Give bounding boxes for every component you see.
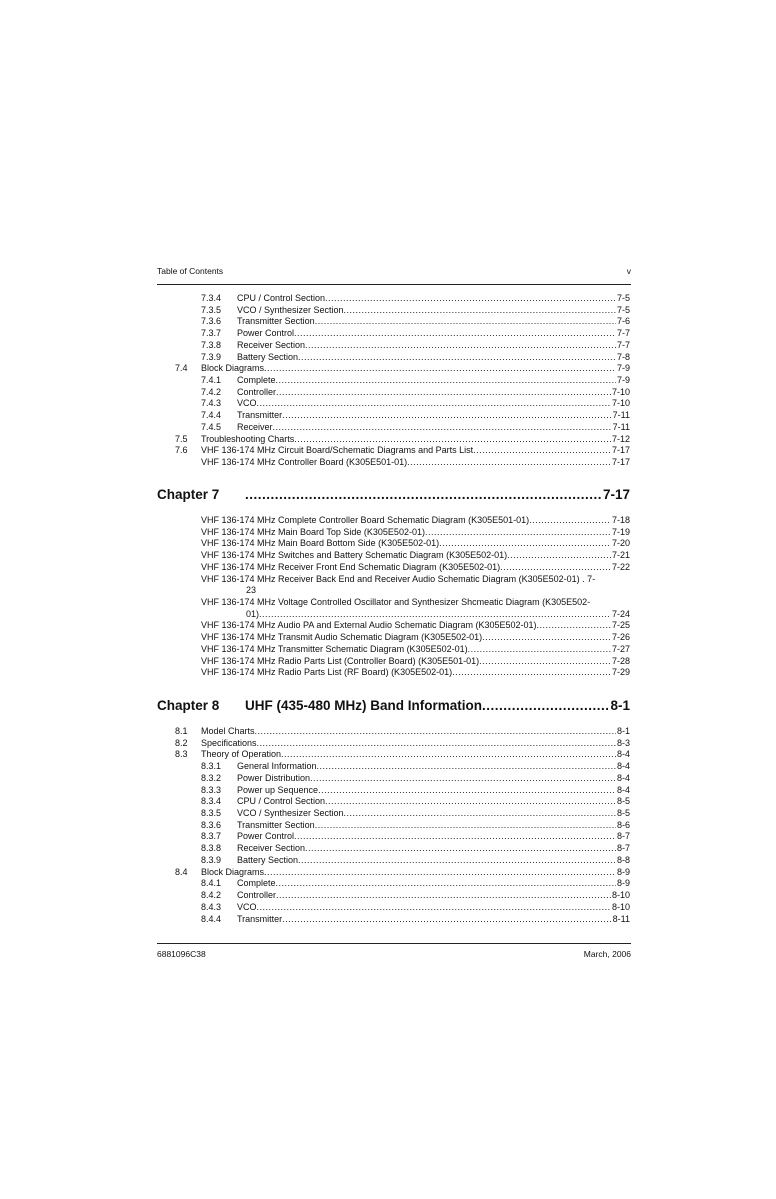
toc-entry-number: 7.3.9 (201, 351, 222, 362)
toc-entry-label: VCO (237, 398, 257, 409)
toc-leader-dots (294, 328, 616, 339)
toc-entry[interactable] (0, 527, 776, 539)
toc-entry-label: Transmitter (237, 410, 283, 421)
header-title: Table of Contents (157, 266, 224, 276)
toc-leader-dots (273, 422, 612, 433)
toc-entry-page: 7-17 (611, 457, 630, 468)
toc-leader-dots (500, 562, 611, 573)
toc-entry-label: VHF 136-174 MHz Receiver Front End Schematic Diagram (K305E502-01) (201, 561, 501, 572)
toc-entry-page: 7-12 (611, 433, 630, 444)
toc-entry[interactable] (0, 785, 776, 797)
toc-entry[interactable] (0, 410, 776, 422)
chapter-heading[interactable] (157, 697, 630, 715)
toc-leader-dots (298, 352, 616, 363)
toc-entry-number: 8.3.5 (201, 808, 222, 819)
toc-entry[interactable] (0, 843, 776, 855)
toc-leader-dots (255, 726, 616, 737)
toc-entry[interactable] (0, 316, 776, 328)
toc-entry-label: VHF 136-174 MHz Voltage Controlled Oscillator and Synthesizer Shcmeatic Diagram (K305E502- (201, 597, 591, 608)
toc-entry-page: 8-4 (616, 784, 630, 795)
footer-date: March, 2006 (583, 949, 631, 959)
toc-entry-label: Power Control (237, 328, 295, 339)
toc-leader-dots (259, 609, 611, 620)
toc-entry[interactable] (0, 667, 776, 679)
toc-entry[interactable] (0, 855, 776, 867)
toc-entry-page: 7-22 (611, 561, 630, 572)
toc-entry-page: 8-11 (612, 913, 630, 924)
toc-entry-label: VHF 136-174 MHz Main Board Bottom Side (K305E502-01) (201, 538, 440, 549)
toc-entry-page: 7-10 (611, 386, 630, 397)
toc-leader-dots (529, 515, 611, 526)
toc-leader-dots (468, 644, 611, 655)
toc-entry[interactable] (0, 878, 776, 890)
toc-entry-label: VHF 136-174 MHz Transmit Audio Schematic Diagram (K305E502-01) (201, 632, 483, 643)
toc-entry-label: General Information (237, 761, 317, 772)
toc-entry-label: Controller (237, 386, 277, 397)
chapter-title: UHF (435-480 MHz) Band Information (245, 698, 483, 713)
toc-leader-dots (276, 878, 616, 889)
toc-entry[interactable] (0, 293, 776, 305)
toc-leader-dots (305, 340, 616, 351)
toc-entry-label: Power Control (237, 831, 295, 842)
toc-entry[interactable] (0, 644, 776, 656)
toc-entry-label: VHF 136-174 MHz Complete Controller Board Schematic Diagram (K305E501-01) (201, 515, 530, 525)
toc-entry-label: VHF 136-174 MHz Transmitter Schematic Diagram (K305E502-01) (201, 643, 468, 654)
toc-entry-number: 7.3.5 (201, 304, 222, 315)
toc-entry[interactable] (0, 597, 776, 609)
toc-entry-number: 8.4.3 (201, 901, 222, 912)
toc-entry-page: 7-11 (612, 410, 630, 421)
toc-entry-page: 7-17 (611, 445, 630, 456)
toc-entry-number: 7.6 (175, 445, 188, 456)
header-rule (157, 284, 631, 285)
toc-leader-dots (257, 902, 611, 913)
toc-leader-dots (257, 738, 616, 749)
toc-entry[interactable] (0, 550, 776, 562)
toc-entry-number: 7.3.8 (201, 339, 222, 350)
chapter-label: Chapter 7 (157, 487, 220, 502)
toc-entry-number: 8.4.1 (201, 878, 222, 889)
toc-leader-dots (407, 457, 611, 468)
toc-leader-dots (294, 831, 616, 842)
toc-entry[interactable] (0, 890, 776, 902)
toc-entry-page: 8-5 (616, 796, 630, 807)
toc-leader-dots (282, 914, 611, 925)
toc-entry[interactable] (0, 562, 776, 574)
toc-entry-label: Troubleshooting Charts (201, 433, 295, 444)
toc-entry-number: 8.3.8 (201, 843, 222, 854)
toc-leader-dots (318, 785, 616, 796)
toc-entry-label: Receiver (237, 421, 273, 432)
toc-entry-label: Battery Section (237, 854, 299, 865)
toc-entry-number: 8.3.6 (201, 819, 222, 830)
toc-entry-page: 7-9 (616, 375, 630, 386)
toc-entry-page: 8-9 (616, 878, 630, 889)
toc-entry-label: VHF 136-174 MHz Controller Board (K305E501-01) (201, 457, 408, 468)
toc-entry-page: 7-5 (616, 304, 630, 315)
toc-entry-label: Specifications (201, 737, 257, 748)
toc-entry-page: 7-7 (616, 339, 630, 350)
toc-entry-number: 7.3.7 (201, 328, 222, 339)
toc-leader-dots (310, 773, 616, 784)
toc-leader-dots (507, 550, 611, 561)
toc-leader-dots (482, 697, 608, 715)
toc-entry-label: Transmitter Section (237, 819, 315, 830)
toc-entry[interactable] (0, 831, 776, 843)
toc-entry-label: VHF 136-174 MHz Switches and Battery Schematic Diagram (K305E502-01) (201, 550, 508, 561)
toc-entry-page: 8-10 (611, 890, 630, 901)
toc-entry-number: 7.5 (175, 433, 188, 444)
toc-leader-dots (315, 316, 616, 327)
toc-entry-label: Power up Sequence (237, 784, 319, 795)
toc-entry-number: 8.3.3 (201, 784, 222, 795)
toc-entry-page: 7-8 (616, 351, 630, 362)
toc-entry[interactable] (0, 867, 776, 879)
toc-entry-page: 8-8 (616, 854, 630, 865)
toc-entry-page: 8-1 (616, 726, 630, 736)
toc-entry-label: VHF 136-174 MHz Audio PA and External Audio Schematic Diagram (K305E502-01) (201, 620, 537, 631)
toc-entry-label: Receiver Section (237, 843, 306, 854)
toc-entry-page: 8-5 (616, 808, 630, 819)
toc-entry-label: Block Diagrams (201, 866, 265, 877)
toc-leader-dots (305, 843, 616, 854)
toc-entry-page: 8-4 (616, 749, 630, 760)
toc-entry-label: Controller (237, 890, 277, 901)
toc-entry-page: 8-7 (616, 843, 630, 854)
toc-entry-page: 7-29 (611, 667, 630, 678)
toc-entry-number: 7.4.5 (201, 421, 222, 432)
toc-leader-dots (257, 398, 611, 409)
toc-leader-dots (294, 434, 611, 445)
toc-leader-dots (325, 293, 616, 304)
toc-entry[interactable] (0, 656, 776, 668)
toc-leader-dots (276, 387, 611, 398)
toc-entry-label: CPU / Control Section (237, 293, 326, 303)
toc-entry[interactable] (0, 387, 776, 399)
toc-leader-dots (344, 305, 616, 316)
toc-entry-number: 7.3.6 (201, 316, 222, 327)
chapter-page: 8-1 (610, 698, 630, 713)
toc-entry-page: 7-26 (611, 632, 630, 643)
toc-entry-page: 8-7 (616, 831, 630, 842)
toc-entry-number: 8.4.4 (201, 913, 222, 924)
toc-entry[interactable] (0, 305, 776, 317)
toc-leader-dots (317, 761, 616, 772)
toc-entry[interactable] (0, 574, 776, 586)
toc-entry-page: 7-9 (616, 363, 630, 374)
toc-entry-label: Receiver Section (237, 339, 306, 350)
toc-entry-page: 8-6 (616, 819, 630, 830)
toc-entry-label: VHF 136-174 MHz Main Board Top Side (K305E502-01) (201, 526, 425, 537)
toc-entry-label: Battery Section (237, 351, 299, 362)
toc-leader-dots (537, 620, 611, 631)
header-page-number: v (626, 266, 631, 276)
toc-entry-page: 7-24 (611, 608, 630, 619)
toc-entry-label: Block Diagrams (201, 363, 265, 374)
toc-entry-page: 8-4 (616, 772, 630, 783)
toc-entry[interactable] (0, 914, 776, 926)
toc-entry-label: CPU / Control Section (237, 796, 326, 807)
toc-entry-page: 7-28 (611, 655, 630, 666)
toc-entry-page: 7-6 (616, 316, 630, 327)
toc-entry-page: 7-7 (616, 328, 630, 339)
toc-entry-label: VHF 136-174 MHz Circuit Board/Schematic Diagrams and Parts List (201, 445, 474, 456)
toc-leader-dots (245, 486, 601, 504)
toc-entry[interactable] (0, 434, 776, 446)
toc-leader-dots (276, 890, 611, 901)
toc-entry-label: Transmitter (237, 913, 283, 924)
toc-entry-page: 7-25 (611, 620, 630, 631)
toc-entry-number: 8.2 (175, 737, 188, 748)
toc-entry-number: 7.3.4 (201, 293, 222, 303)
toc-entry-page: 7-5 (616, 293, 630, 303)
toc-entry-number: 8.3 (175, 749, 188, 760)
toc-entry[interactable] (0, 620, 776, 632)
toc-entry-number: 8.4 (175, 866, 188, 877)
chapter-page: 7-17 (602, 487, 630, 502)
toc-entry-label: Power Distribution (237, 772, 311, 783)
toc-entry-number: 8.3.9 (201, 854, 222, 865)
toc-leader-dots (452, 667, 611, 678)
toc-entry-number: 7.4.1 (201, 375, 222, 386)
toc-entry[interactable] (0, 820, 776, 832)
toc-entry[interactable] (0, 352, 776, 364)
toc-entry[interactable] (0, 328, 776, 340)
toc-leader-dots (482, 632, 611, 643)
toc-entry[interactable] (0, 749, 776, 761)
toc-entry-page: 8-9 (616, 866, 630, 877)
toc-leader-dots (344, 808, 616, 819)
toc-entry[interactable] (0, 538, 776, 550)
toc-entry-page: 7-21 (611, 550, 630, 561)
toc-entry[interactable] (0, 398, 776, 410)
toc-leader-dots (264, 867, 616, 878)
toc-entry-number: 8.3.7 (201, 831, 222, 842)
chapter-heading[interactable] (157, 486, 630, 504)
toc-leader-dots (325, 796, 616, 807)
toc-entry-label: VHF 136-174 MHz Receiver Back End and Receiver Audio Schematic Diagram (K305E502-01) . 7- (201, 573, 596, 584)
toc-entry-page: 8-4 (616, 761, 630, 772)
toc-entry-page: 8-3 (616, 737, 630, 748)
toc-entry-label: VCO / Synthesizer Section (237, 304, 344, 315)
toc-entry-number: 8.3.1 (201, 761, 222, 772)
toc-entry-label: VHF 136-174 MHz Radio Parts List (RF Board) (K305E502-01) (201, 667, 453, 678)
toc-entry-page: 7-18 (611, 515, 630, 525)
toc-entry[interactable] (0, 773, 776, 785)
toc-entry-label: Complete (237, 878, 276, 889)
toc-entry[interactable] (0, 445, 776, 457)
toc-entry[interactable] (0, 585, 776, 597)
toc-leader-dots (282, 410, 611, 421)
footer-doc-number: 6881096C38 (157, 949, 206, 959)
toc-leader-dots (473, 445, 611, 456)
toc-entry-label: VCO / Synthesizer Section (237, 808, 344, 819)
toc-entry-page: 7-20 (611, 538, 630, 549)
toc-leader-dots (479, 656, 611, 667)
toc-entry[interactable] (0, 609, 776, 621)
toc-entry-label: 23 (246, 585, 257, 596)
toc-entry-page: 7-10 (611, 398, 630, 409)
toc-entry-number: 7.4.4 (201, 410, 222, 421)
toc-entry[interactable] (0, 796, 776, 808)
toc-leader-dots (276, 375, 616, 386)
toc-entry-label: VCO (237, 901, 257, 912)
toc-entry-label: Theory of Operation (201, 749, 282, 760)
toc-entry-number: 8.3.2 (201, 772, 222, 783)
toc-entry-label: Transmitter Section (237, 316, 315, 327)
toc-entry-number: 7.4.3 (201, 398, 222, 409)
toc-entry-label: Complete (237, 375, 276, 386)
toc-entry-number: 8.3.4 (201, 796, 222, 807)
toc-leader-dots (315, 820, 616, 831)
toc-leader-dots (298, 855, 616, 866)
toc-entry[interactable] (0, 422, 776, 434)
toc-entry-number: 8.4.2 (201, 890, 222, 901)
toc-entry[interactable] (0, 726, 776, 738)
toc-entry-page: 7-11 (612, 421, 630, 432)
toc-entry-number: 8.1 (175, 726, 188, 736)
toc-leader-dots (439, 538, 611, 549)
footer-rule (157, 943, 631, 944)
toc-entry[interactable] (0, 363, 776, 375)
toc-entry-label: 01) (246, 608, 260, 619)
toc-entry-number: 7.4.2 (201, 386, 222, 397)
toc-entry[interactable] (0, 515, 776, 527)
toc-entry-page: 7-27 (611, 643, 630, 654)
toc-leader-dots (281, 749, 616, 760)
toc-entry-label: Model Charts (201, 726, 255, 736)
toc-entry-page: 8-10 (611, 901, 630, 912)
toc-entry[interactable] (0, 340, 776, 352)
toc-entry[interactable] (0, 457, 776, 469)
toc-leader-dots (264, 363, 616, 374)
toc-leader-dots (425, 527, 611, 538)
toc-entry[interactable] (0, 632, 776, 644)
toc-entry[interactable] (0, 375, 776, 387)
toc-entry-number: 7.4 (175, 363, 188, 374)
toc-entry-label: VHF 136-174 MHz Radio Parts List (Controller Board) (K305E501-01) (201, 655, 480, 666)
toc-entry[interactable] (0, 808, 776, 820)
toc-entry[interactable] (0, 902, 776, 914)
chapter-label: Chapter 8 (157, 698, 220, 713)
toc-entry-page: 7-19 (611, 526, 630, 537)
toc-entry[interactable] (0, 761, 776, 773)
toc-entry[interactable] (0, 738, 776, 750)
